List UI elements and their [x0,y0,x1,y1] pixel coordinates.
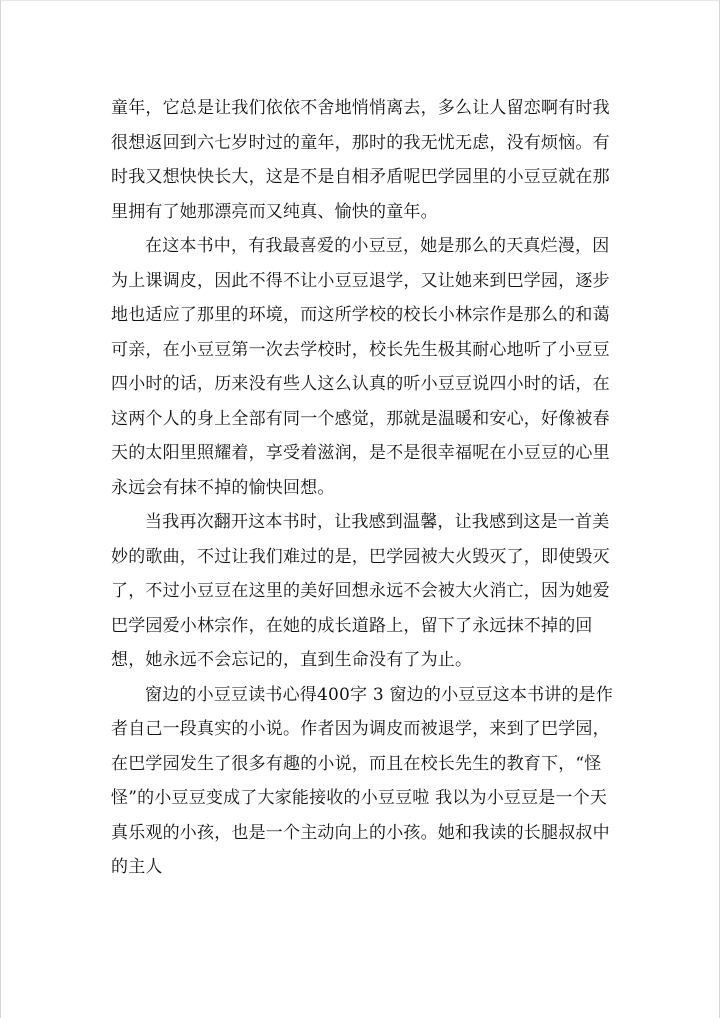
paragraph-4: 窗边的小豆豆读书心得400字 3 窗边的小豆豆这本书讲的是作者自己一段真实的小说。作者因为调皮而被退学，来到了巴学园，在巴学园发生了很多有趣的小说，而且在校长先生的教育下，“怪怪”的小豆豆变成了大家能接收的小豆豆啦 我以为小豆豆是一个天真乐观的小孩，也是一个主动向上的小孩。她和我读的长腿叔叔中的主人 [111,684,614,877]
paragraph-1: 童年，它总是让我们依依不舍地悄悄离去，多么让人留恋啊有时我很想返回到六七岁时过的童年，那时的我无忧无虑，没有烦恼。有时我又想快快长大，这是不是自相矛盾呢巴学园里的小豆豆就在那里拥有了她那漂亮而又纯真、愉快的童年。 [111,98,610,222]
paragraph-2: 在这本书中，有我最喜爱的小豆豆，她是那么的天真烂漫，因为上课调皮，因此不得不让小豆豆退学，又让她来到巴学园，逐步地也适应了那里的环境，而这所学校的校长小林宗作是那么的和蔼可亲，在小豆豆第一次去学校时，校长先生极其耐心地听了小豆豆四小时的话，历来没有些人这么认真的听小豆豆说四小时的话，在这两个人的身上全部有同一个感觉，那就是温暖和安心，好像被春天的太阳里照耀着，享受着滋润，是不是很幸福呢在小豆豆的心里永远会有抹不掉的愉快回想。 [111,236,610,498]
paragraph-3: 当我再次翻开这本书时，让我感到温馨，让我感到这是一首美妙的歌曲，不过让我们难过的是，巴学园被大火毁灭了，即使毁灭了，不过小豆豆在这里的美好回想永远不会被大火消亡，因为她爱巴学园爱小林宗作，在她的成长道路上，留下了永远抹不掉的回想，她永远不会忘记的，直到生命没有了为止。 [111,512,610,670]
document-body [111,91,621,885]
